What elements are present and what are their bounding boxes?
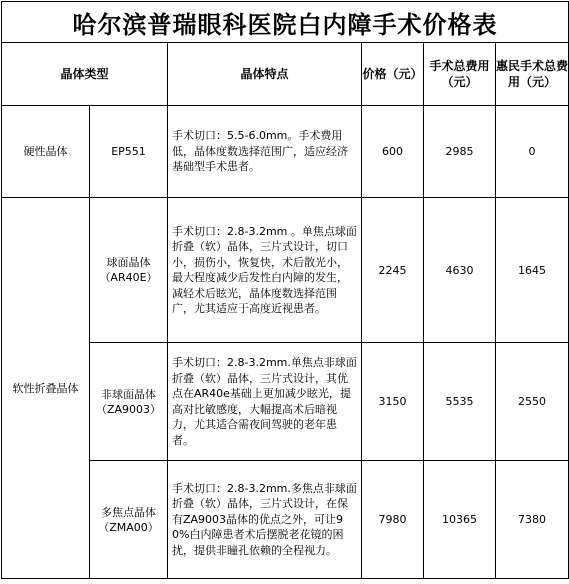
lens-model: EP551 bbox=[90, 106, 168, 198]
lens-price: 7980 bbox=[362, 461, 424, 579]
lens-model: 非球面晶体（ZA9003） bbox=[90, 343, 168, 461]
total-cost: 4630 bbox=[424, 198, 496, 343]
header-lens-type: 晶体类型 bbox=[2, 43, 168, 106]
table-title: 哈尔滨普瑞眼科医院白内障手术价格表 bbox=[2, 2, 569, 43]
lens-features: 手术切口：2.8-3.2mm.单焦点非球面折叠（软）晶体，三片式设计，其优点在AR40e基础上更加减少眩光，提高对比敏感度，大幅提高术后暗视力，尤其适合需夜间驾驶的老年患者。 bbox=[168, 343, 362, 461]
total-cost: 2985 bbox=[424, 106, 496, 198]
lens-model: 球面晶体（AR40E） bbox=[90, 198, 168, 343]
lens-price: 3150 bbox=[362, 343, 424, 461]
huimin-cost: 2550 bbox=[496, 343, 569, 461]
header-total-cost: 手术总费用（元） bbox=[424, 43, 496, 106]
price-table-sheet bbox=[1, 1, 568, 582]
total-cost: 10365 bbox=[424, 461, 496, 579]
lens-category: 硬性晶体 bbox=[2, 106, 90, 198]
total-cost: 5535 bbox=[424, 343, 496, 461]
lens-price: 600 bbox=[362, 106, 424, 198]
huimin-cost: 7380 bbox=[496, 461, 569, 579]
table-row bbox=[2, 198, 569, 343]
lens-category: 软性折叠晶体 bbox=[2, 198, 90, 579]
lens-features: 手术切口：5.5-6.0mm。手术费用低，晶体度数选择范围广，适应经济基础型手术患者。 bbox=[168, 106, 362, 198]
table-row bbox=[2, 106, 569, 198]
lens-features: 手术切口：2.8-3.2mm 。单焦点球面折叠（软）晶体，三片式设计，切口小，损伤小，恢复快，术后散光小，最大程度减少后发性白内障的发生，减轻术后眩光，晶体度数选择范围广，尤其适应于高度近视患者。 bbox=[168, 198, 362, 343]
lens-model: 多焦点晶体（ZMA00） bbox=[90, 461, 168, 579]
huimin-cost: 1645 bbox=[496, 198, 569, 343]
header-lens-features: 晶体特点 bbox=[168, 43, 362, 106]
header-price: 价格（元） bbox=[362, 43, 424, 106]
header-row bbox=[2, 43, 569, 106]
lens-features: 手术切口：2.8-3.2mm.多焦点非球面折叠（软）晶体，三片式设计，在保有ZA9003晶体的优点之外，可让90%白内障患者术后摆脱老花镜的困扰，提供非瞳孔依赖的全程视力。 bbox=[168, 461, 362, 579]
price-table bbox=[1, 1, 569, 579]
lens-price: 2245 bbox=[362, 198, 424, 343]
huimin-cost: 0 bbox=[496, 106, 569, 198]
header-huimin-cost: 惠民手术总费用（元） bbox=[496, 43, 569, 106]
